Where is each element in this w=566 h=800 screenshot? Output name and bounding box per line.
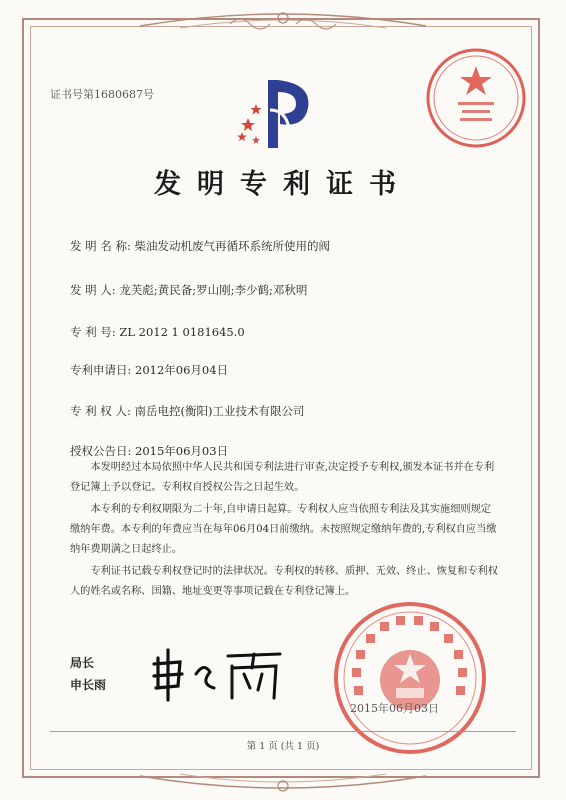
invention-name-value: 柴油发动机废气再循环系统所使用的阀 <box>134 239 330 253</box>
top-ornament <box>0 8 566 38</box>
footer-divider <box>50 731 516 732</box>
paragraph-grant: 本发明经过本局依照中华人民共和国专利法进行审查,决定授予专利权,颁发本证书并在专利登记簿上予以登记。专利权自授权公告之日起生效。 <box>70 462 495 493</box>
certificate-title: 发明专利证书 <box>154 169 412 200</box>
inventor-label: 发 明 人: <box>70 283 116 297</box>
signatory-title: 局长 <box>70 656 95 670</box>
patentee-label: 专 利 权 人: <box>70 404 131 418</box>
invention-name-label: 发 明 名 称: <box>70 239 131 253</box>
official-seal-icon <box>330 598 490 758</box>
patent-number-field <box>70 324 245 340</box>
invention-name-field <box>70 238 330 254</box>
grant-date-label: 授权公告日: <box>70 444 132 458</box>
agency-stamp-icon <box>422 44 530 152</box>
certificate-number: 证书号第1680687号 <box>50 88 154 101</box>
filing-date-field <box>70 362 228 378</box>
paragraph-term: 本专利的专利权期限为二十年,自申请日起算。专利权人应当依照专利法及其实施细则规定缴纳年费。本专利的年费应当在每年06月04日前缴纳。未按照规定缴纳年费的,专利权自应当缴纳年费期满之日起终止。 <box>70 504 497 555</box>
handwritten-signature-icon <box>150 644 290 704</box>
patent-number-value: ZL 2012 1 0181645.0 <box>119 325 245 339</box>
patentee-field <box>70 403 304 419</box>
patent-number-label: 专 利 号: <box>70 325 116 339</box>
signatory-name: 申长雨 <box>70 678 107 692</box>
patent-office-logo-icon <box>230 70 320 155</box>
inventor-value: 龙芙彪;黄民备;罗山刚;李少鹤;邓秋明 <box>119 283 308 297</box>
paragraph-registry: 专利证书记载专利权登记时的法律状况。专利权的转移、质押、无效、终止、恢复和专利权人的姓名或名称、国籍、地址变更等事项记载在专利登记簿上。 <box>70 566 498 597</box>
page-footer: 第 1 页 (共 1 页) <box>246 741 320 752</box>
filing-date-label: 专利申请日: <box>70 363 132 377</box>
grant-date-value: 2015年06月03日 <box>135 444 229 458</box>
filing-date-value: 2012年06月04日 <box>135 363 229 377</box>
grant-date-field <box>70 443 228 459</box>
seal-date: 2015年06月03日 <box>350 702 439 715</box>
patentee-value: 南岳电控(衡阳)工业技术有限公司 <box>134 404 305 418</box>
inventor-field <box>70 282 307 298</box>
bottom-ornament <box>0 766 566 796</box>
